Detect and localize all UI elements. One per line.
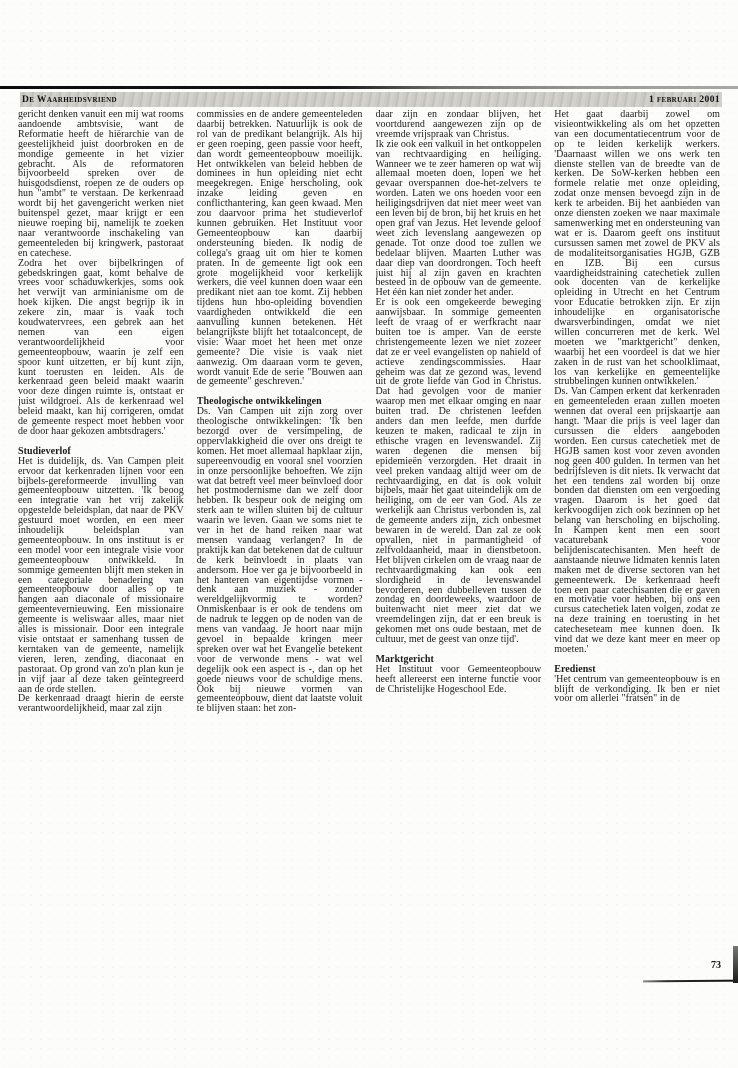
paragraph: Het gaat daarbij zowel om visieontwikkeling als om het opzetten van een documentatiecentrum voor de op te leiden kerkelijk werkers. 'Daarnaast willen we ons werk ten dienste stellen van de breedte van de kerken. De SoW-kerken hebben een formele relatie met onze opleiding, zodat onze mensen bevoegd zijn in de kerk te arbeiden. Bij het aanbieden van onze diensten zoeken we naar maximale samenwerking met en ondersteuning van wat er is. Daarom geeft ons instituut cursussen samen met zowel de PKV als de modaliteitsorganisaties HGJB, GZB en IZB. Bij een cursus vaardigheidstraining catechetiek zullen ook docenten van de kerkelijke opleiding in Utrecht en het Centrum voor Educatie betrokken zijn. Er zijn inhoudelijke en organisatorische dwarsverbindingen, omdat we niet willen concurreren met de kerk. Wel moeten we "marktgericht" denken, waarbij het een voordeel is dat we hier zaken in de rust van het schoolklimaat, los van kerkelijke en gemeentelijke strubbelingen kunnen ontwikkelen.' bbox=[554, 110, 720, 388]
section-heading: Marktgericht bbox=[375, 653, 434, 665]
paragraph: gericht denken vanuit een mij wat rooms aandoende ambtsvisie, want de Reformatie heeft de hiërarchie van de geestelijkheid juist doorbroken en de mondige gemeente in het vizier gebracht. Als de reformatoren bijvoorbeeld spreken over de huisgodsdienst, roepen ze de ouders op hun "ambt" te verstaan. De kerkenraad wordt bij het gavengericht werken niet buitenspel gezet, maar krijgt er een nieuwe roeping bij, namelijk te zoeken naar verantwoorde inschakeling van gemeenteleden bij kringwerk, pastoraat en catechese. bbox=[18, 110, 184, 259]
masthead-title: De Waarheidsvriend bbox=[22, 94, 117, 105]
text-column-3 bbox=[376, 110, 542, 966]
text-column-1 bbox=[18, 110, 184, 966]
footer-rule bbox=[643, 980, 738, 983]
section-heading: Studieverlof bbox=[18, 445, 71, 457]
text-columns bbox=[18, 110, 720, 966]
paragraph: Zodra het over bijbelkringen of gebedskringen gaat, komt behalve de vrees voor schaduwkerkjes, soms ook het verwijt van arminianisme om de hoek kijken. Die angst begrijp ik in zekere zin, maar is vaak toch koudwatervrees, een gebrek aan het nemen van een eigen verantwoordelijkheid voor gemeenteopbouw, waarin je zelf een spoor kunt uitzetten, er bij kunt zijn, kunt toerusten en leiden. Als de kerkenraad geen beleid maakt waarin voor deze dingen ruimte is, ontstaat er juist wildgroei. Als de kerkenraad wel beleid maakt, kan hij corrigeren, omdat de gemeente respect moet hebben voor de door haar gekozen ambtsdragers.' bbox=[18, 257, 184, 437]
masthead-band bbox=[20, 92, 722, 107]
paragraph: commissies en de andere gemeenteleden daarbij betrekken. Natuurlijk is ook de rol van de predikant belangrijk. Als hij er geen roeping, geen passie voor heeft, dan wordt gemeenteopbouw moeilijk. Het ontwikkelen van beleid hebben de dominees in hun opleiding niet echt meegekregen. Enige herscholing, ook inzake leiding geven en conflicthantering, kan geen kwaad. Men zou daarvoor prima het studieverlof kunnen gebruiken. Het Instituut voor Gemeenteopbouw kan daarbij ondersteuning bieden. Ik nodig de collega's graag uit om hier te komen praten. In de gemeente ligt ook een grote mogelijkheid voor kerkelijk werkers, die veel kunnen doen waar een predikant niet aan toe komt. Zij hebben tijdens hun hbo-opleiding bovendien vaardigheden ontwikkeld die een aanvulling kunnen betekenen. Hét belangrijkste blijft het totaalconcept, de visie: Waar moet het heen met onze gemeente? Die visie is vaak niet aanwezig. Om daaraan vorm te geven, wordt vanuit Ede de serie "Bouwen aan de gemeente" geschreven.' bbox=[196, 110, 363, 388]
text-column-2 bbox=[197, 110, 363, 966]
paragraph: daar zijn en zondaar blijven, het voortdurend aangewezen zijn op de vreemde vrijspraak van Christus. bbox=[375, 110, 542, 140]
paragraph: 'Het centrum van gemeenteopbouw is en blijft de verkondiging. Ik ben er niet voor om allerlei "fratsen" in de bbox=[554, 673, 720, 705]
paragraph: Het Instituut voor Gemeenteopbouw heeft allereerst een interne functie voor de Christelijke Hogeschool Ede. bbox=[375, 663, 542, 695]
page-number: 73 bbox=[711, 960, 721, 971]
section-heading: Eredienst bbox=[554, 663, 596, 675]
paragraph: Ds. Van Campen uit zijn zorg over theologische ontwikkelingen: 'Ik ben bezorgd over de versimpeling, de oppervlakkigheid die over ons dreigt te komen. Het moet allemaal hapklaar zijn, supereenvoudig en vooral snel voorzien in onze persoonlijke behoeften. We zijn wat dat betreft veel meer beïnvloed door het postmodernisme dan we zelf door hebben. Ik bespeur ook de neiging om sterk aan te willen sluiten bij de cultuur waarin we leven. Gaan we soms niet te ver in het de hand reiken naar wat mensen vandaag verlangen? In de praktijk kan dat betekenen dat de cultuur de kerk beïnvloedt in plaats van andersom. Hoe ver ga je bijvoorbeeld in het hanteren van eigentijdse vormen - denk aan muziek - zonder wereldgelijkvormig te worden? Onmiskenbaar is er ook de tendens om de nadruk te leggen op de noden van de mens van vandaag. Je hoort naar mijn gevoel in bepaalde kringen meer spreken over wat het Evangelie betekent voor de verwonde mens - wat wel degelijk ook een aspect is -, dan op het goede nieuws voor de schuldige mens. Ook bij nieuwe vormen van gemeenteopbouw, dient dat laatste voluit te blijven staan: het zon- bbox=[196, 406, 363, 715]
paragraph: Er is ook een omgekeerde beweging aanwijsbaar. In sommige gemeenten leeft de vraag of er werfkracht naar buiten toe is amper. Van de eerste christengemeente lezen we niet zozeer dat ze er veel evangelisten op nahield of actieve zendingscommissies. Haar geheim was dat ze gezond was, levend uit de grote liefde van God in Christus. Dat had gevolgen voor de manier waarop men met elkaar omging en naar buiten trad. De christenen leefden anders dan men leefde, men durfde keuzen te maken, radicaal te zijn in ethische vragen en levenswandel. Zij waren degenen die mensen bij epidemieën verzorgden. Het draait in veel preken vandaag altijd weer om de rechtvaardiging, en dat is ook voluit bijbels, maar het gaat uiteindelijk om de heiliging, om de eer van God. Als ze werkelijk aan Christus verbonden is, zal de gemeente anders zijn, zich onbesmet bewaren in de wereld. Dan zal ze ook opvallen, niet in parmantigheid of zelfvoldaanheid, maar in dienstbetoon. Het blijven cirkelen om de vraag naar de rechtvaardigmaking kan ook een slordigheid in de levenswandel bevorderen, een dubbelleven tussen de zondag en doordeweeks, waardoor de buitenwacht niet meer ziet dat we vreemdelingen zijn, dat er een breuk is gekomen met ons oude bestaan, met de cultuur, met de geest van onze tijd'. bbox=[375, 297, 542, 646]
section-heading: Theologische ontwikkelingen bbox=[196, 396, 322, 408]
paragraph: Ds. Van Campen erkent dat kerkenraden en gemeenteleden eraan zullen moeten wennen dat overal een prijskaartje aan hangt. 'Maar die prijs is veel lager dan cursussen die elders aangeboden worden. Een cursus catechetiek met de HGJB samen kost voor zeven avonden nog geen 400 gulden. In termen van het bedrijfsleven is dit niets. Ik verwacht dat het een tendens zal worden bij onze bonden dat diensten om een vergoeding vragen. Daarom is het goed dat kerkvoogdijen zich ook bezinnen op het belang van herscholing en bijscholing. In Kampen kent men een soort vacaturebank voor belijdeniscatechisanten. Men heeft de aanstaande nieuwe lidmaten kennis laten maken met de diverse sectoren van het gemeentewerk. De kerkenraad heeft toen een paar catechisanten die er gaven en motivatie voor hebben, bij ons een cursus catechetiek laten volgen, zodat ze na deze training en toerusting in het catecheseteam mee kunnen doen. Ik vind dat we deze kant meer en meer op moeten.' bbox=[554, 386, 720, 655]
paragraph: Ik zie ook een valkuil in het ontkoppelen van rechtvaardiging en heiliging. Wanneer we te zeer hameren op wat wij allemaal moeten doen, lopen we het gevaar overspannen doe-het-zelvers te worden. Laten we ons hoeden voor een heiligingsdrijven dat niet meer weet van een leven bij de bron, bij het kruis en het open graf van Jezus. Het levende geloof weet zich levenslang aangewezen op genade. Tot onze dood toe zullen we bedelaar blijven. Maarten Luther was daar diep van doordrongen. Toch heeft juist hij al zijn gaven en krachten besteed in de opbouw van de gemeente. Het één kan niet zonder het ander. bbox=[375, 138, 542, 299]
paragraph: De kerkenraad draagt hierin de eerste verantwoordelijkheid, maar zal zijn bbox=[18, 693, 184, 715]
page-edge-mark bbox=[733, 946, 738, 983]
text-column-4 bbox=[554, 110, 720, 966]
paragraph: Het is duidelijk, ds. Van Campen pleit ervoor dat kerkenraden lijnen voor een bijbels-gereformeerde invulling van gemeenteopbouw uitzetten. 'Ik beoog een integratie van het vrij zakelijk opgestelde beleidsplan, dat naar de PKV gestuurd moet worden, en een meer inhoudelijk beleidsplan van gemeenteopbouw. In ons instituut is er een model voor een integrale visie voor gemeenteopbouw ontwikkeld. In sommige gemeenten blijft men steken in een categoriale benadering van gemeenteopbouw door alles op te hangen aan diaconale of missionaire gemeentevernieuwing. Een missionaire gemeente is weliswaar alles, maar niet alles is missionair. Door een integrale visie ontstaat er samenhang tussen de kerntaken van de gemeente, namelijk vieren, leren, zending, diaconaat en pastoraat. Op grond van zo'n plan kun je in vijf jaar al deze taken geïntegreerd aan de orde stellen. bbox=[18, 455, 184, 695]
header-rule bbox=[0, 86, 738, 89]
issue-date: 1 februari 2001 bbox=[648, 94, 720, 105]
